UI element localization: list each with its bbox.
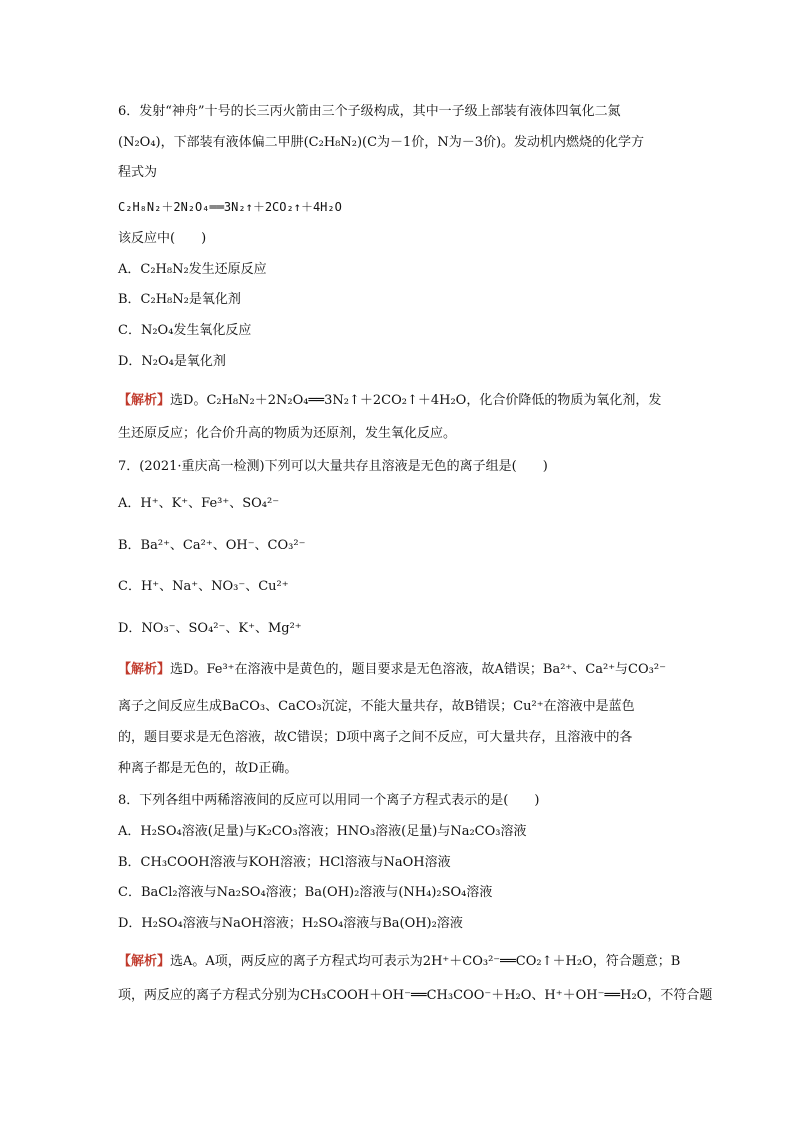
q6-analysis-line2: 生还原反应；化合价升高的物质为还原剂，发生氧化反应。 [118,426,457,441]
q6-analysis-text: 选D。C₂H₈N₂＋2N₂O₄══3N₂↑＋2CO₂↑＋4H₂O，化合价降低的物质为氧化剂，发 [170,393,662,408]
analysis-tag: 【解析】 [118,662,171,677]
q6-analysis-line1 [118,392,661,410]
analysis-tag: 【解析】 [118,393,171,408]
q6-option-d: D．N₂O₄是氧化剂 [118,354,226,369]
q6-option-b: B．C₂H₈N₂是氧化剂 [118,292,241,307]
q6-stem-line2: (N₂O₄)，下部装有液体偏二甲肼(C₂H₈N₂)(C为－1价，N为－3价)。发动机内燃烧的化学方 [118,135,645,150]
q6-stem-line3: 程式为 [118,165,158,180]
q8-option-b: B．CH₃COOH溶液与KOH溶液；HCl溶液与NaOH溶液 [118,855,451,870]
q6-stem-line1: 6．发射“神舟”十号的长三丙火箭由三个子级构成，其中一子级上部装有液体四氧化二氮 [118,104,621,119]
q7-analysis-line3: 的，题目要求是无色溶液，故C错误；D项中离子之间不反应，可大量共存，且溶液中的各 [118,730,633,745]
q7-option-d: D．NO₃⁻、SO₄²⁻、K⁺、Mg²⁺ [118,621,302,636]
q8-analysis-text: 选A。A项，两反应的离子方程式均可表示为2H⁺＋CO₃²⁻══CO₂↑＋H₂O，符合题意；B [170,954,681,969]
analysis-tag: 【解析】 [118,954,171,969]
q8-option-c: C．BaCl₂溶液与Na₂SO₄溶液；Ba(OH)₂溶液与(NH₄)₂SO₄溶液 [118,885,493,900]
q8-analysis-line2: 项，两反应的离子方程式分别为CH₃COOH＋OH⁻══CH₃COO⁻＋H₂O、H⁺＋OH⁻══H₂O，不符合题 [118,988,713,1003]
q7-stem: 7．(2021·重庆高一检测)下列可以大量共存且溶液是无色的离子组是( ) [118,459,548,474]
q6-equation: C₂H₈N₂＋2N₂O₄══3N₂↑＋2CO₂↑＋4H₂O [118,200,342,214]
q6-option-c: C．N₂O₄发生氧化反应 [118,323,252,338]
q7-option-a: A．H⁺、K⁺、Fe³⁺、SO₄²⁻ [118,496,280,511]
q8-option-d: D．H₂SO₄溶液与NaOH溶液；H₂SO₄溶液与Ba(OH)₂溶液 [118,916,463,931]
q7-option-b: B．Ba²⁺、Ca²⁺、OH⁻、CO₃²⁻ [118,538,306,553]
q6-question: 该反应中( ) [118,231,207,246]
q6-option-a: A．C₂H₈N₂发生还原反应 [118,262,267,277]
q7-analysis-line2: 离子之间反应生成BaCO₃、CaCO₃沉淀，不能大量共存，故B错误；Cu²⁺在溶液中是蓝色 [118,699,635,714]
q7-analysis-line4: 种离子都是无色的，故D正确。 [118,761,298,776]
q8-analysis-line1 [118,953,680,971]
q7-analysis-line1 [118,661,666,679]
q7-analysis-text: 选D。Fe³⁺在溶液中是黄色的，题目要求是无色溶液，故A错误；Ba²⁺、Ca²⁺与CO₃²⁻ [170,662,666,677]
q8-option-a: A．H₂SO₄溶液(足量)与K₂CO₃溶液；HNO₃溶液(足量)与Na₂CO₃溶液 [118,824,527,839]
q8-stem: 8．下列各组中两稀溶液间的反应可以用同一个离子方程式表示的是( ) [118,793,540,808]
q7-option-c: C．H⁺、Na⁺、NO₃⁻、Cu²⁺ [118,579,289,594]
